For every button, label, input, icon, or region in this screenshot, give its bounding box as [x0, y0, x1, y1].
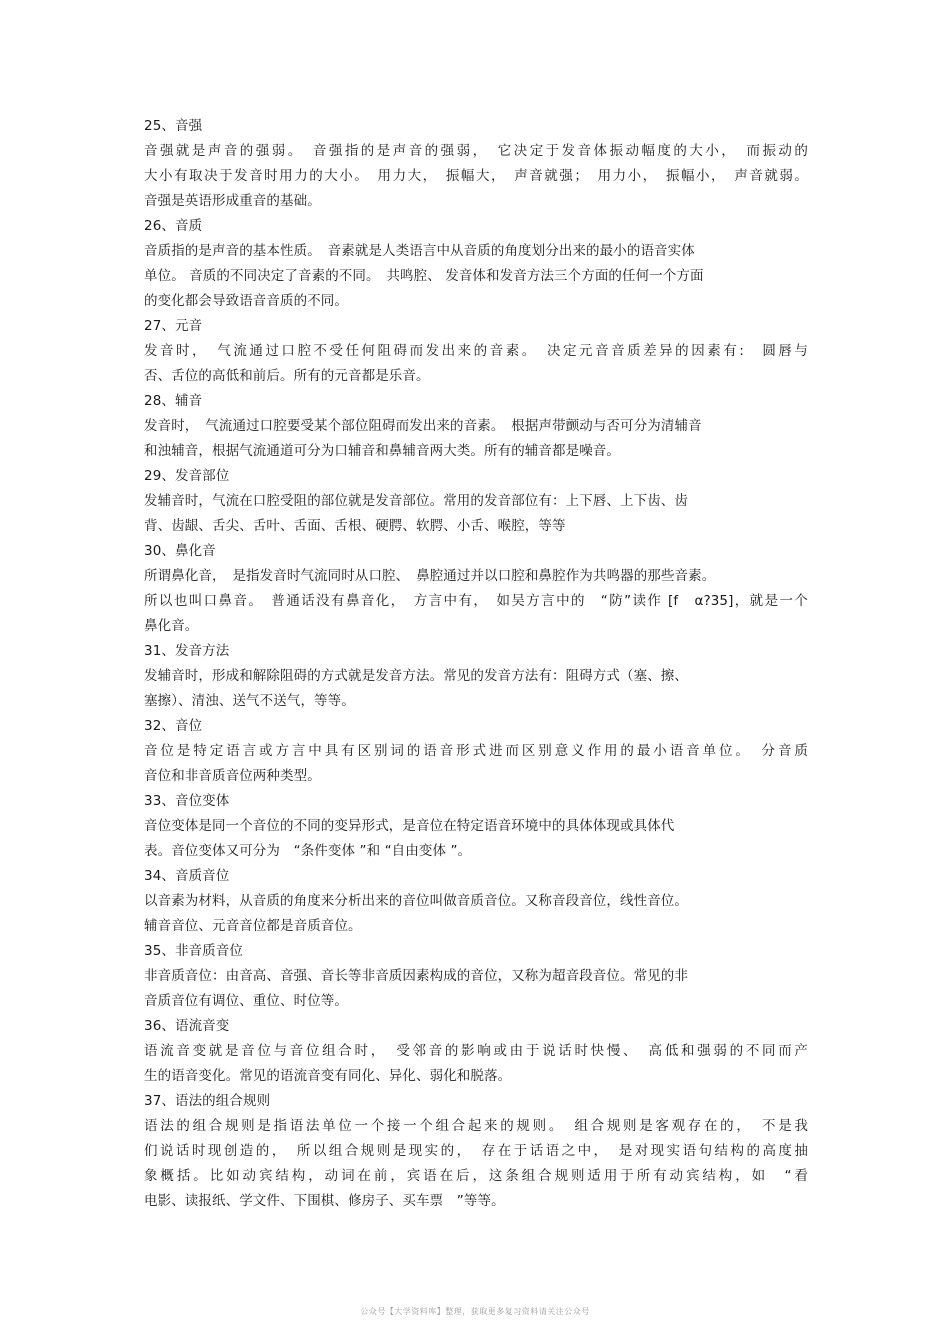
- section-heading: 31、发音方法: [144, 643, 230, 659]
- section-heading: 33、音位变体: [144, 793, 230, 809]
- section-heading: 36、语流音变: [144, 1018, 230, 1034]
- paragraph-line: 语流音变就是音位与音位组合时， 受邻音的影响或由于说话时快慢、 高低和强弱的不同而产: [144, 1043, 808, 1059]
- page-footer: 公众号【大学资料库】整理，获取更多复习资料请关注公众号: [360, 1307, 590, 1316]
- paragraph-line: 以音素为材料，从音质的角度来分析出来的音位叫做音质音位。又称音段音位，线性音位。: [144, 893, 688, 909]
- paragraph-line: 音强是英语形成重音的基础。: [144, 193, 321, 209]
- section-heading: 25、音强: [144, 118, 203, 134]
- paragraph-line: 发音时， 气流通过口腔要受某个部位阻碍而发出来的音素。 根据声带颤动与否可分为清辅音: [144, 418, 702, 434]
- paragraph-line: 音位是特定语言或方言中具有区别词的语音形式进而区别意义作用的最小语音单位。 分音质: [144, 743, 808, 759]
- paragraph-line: 象概括。比如动宾结构，动词在前，宾语在后，这条组合规则适用于所有动宾结构，如 “看: [144, 1168, 808, 1184]
- section-heading: 28、辅音: [144, 393, 203, 409]
- paragraph-line: 辅音音位、元音音位都是音质音位。: [144, 918, 362, 934]
- section-heading: 26、音质: [144, 218, 203, 234]
- paragraph-line: 的变化都会导致语音音质的不同。: [144, 293, 348, 309]
- paragraph-line: 大小有取决于发音时用力的大小。 用力大， 振幅大， 声音就强； 用力小， 振幅小， 声音就弱。: [144, 168, 808, 184]
- paragraph-line: 发辅音时，形成和解除阻碍的方式就是发音方法。常见的发音方法有：阻碍方式（塞、擦、: [144, 668, 688, 684]
- section-heading: 30、鼻化音: [144, 543, 216, 559]
- section-heading: 27、元音: [144, 318, 203, 334]
- paragraph-line: 否、舌位的高低和前后。所有的元音都是乐音。: [144, 368, 430, 384]
- paragraph-line: 塞擦）、清浊、送气不送气，等等。: [144, 693, 355, 709]
- paragraph-line: 音位和非音质音位两种类型。: [144, 768, 321, 784]
- paragraph-line: 背、齿龈、舌尖、舌叶、舌面、舌根、硬腭、软腭、小舌、喉腔，等等: [144, 518, 566, 534]
- section-heading: 34、音质音位: [144, 868, 230, 884]
- paragraph-line: 单位。 音质的不同决定了音素的不同。 共鸣腔、 发音体和发音方法三个方面的任何一个方面: [144, 268, 704, 284]
- paragraph-line: 所谓鼻化音， 是指发音时气流同时从口腔、 鼻腔通过并以口腔和鼻腔作为共鸣器的那些音素。: [144, 568, 716, 584]
- paragraph-line: 鼻化音。: [144, 618, 199, 634]
- paragraph-line: 表。音位变体又可分为 “条件变体 ”和 “自由变体 ”。: [144, 843, 472, 859]
- paragraph-line: 音强就是声音的强弱。 音强指的是声音的强弱， 它决定于发音体振动幅度的大小， 而振动的: [144, 143, 808, 159]
- paragraph-line: 电影、读报纸、学文件、下围棋、修房子、买车票 ”等等。: [144, 1193, 505, 1209]
- paragraph-line: 和浊辅音，根据气流通道可分为口辅音和鼻辅音两大类。所有的辅音都是噪音。: [144, 443, 620, 459]
- paragraph-line: 发音时， 气流通过口腔不受任何阻碍而发出来的音素。 决定元音音质差异的因素有: 圆唇与: [144, 343, 808, 359]
- paragraph-line: 发辅音时，气流在口腔受阻的部位就是发音部位。常用的发音部位有：上下唇、上下齿、齿: [144, 493, 688, 509]
- section-heading: 35、非音质音位: [144, 943, 243, 959]
- paragraph-line: 音位变体是同一个音位的不同的变异形式，是音位在特定语音环境中的具体体现或具体代: [144, 818, 675, 834]
- document-body: [144, 114, 808, 1214]
- paragraph-line: 们说话时现创造的， 所以组合规则是现实的， 存在于话语之中， 是对现实语句结构的高度抽: [144, 1143, 808, 1159]
- section-heading: 37、语法的组合规则: [144, 1093, 271, 1109]
- paragraph-line: 语法的组合规则是指语法单位一个接一个组合起来的规则。 组合规则是客观存在的， 不是我: [144, 1118, 808, 1134]
- paragraph-line: 音质音位有调位、重位、时位等。: [144, 993, 348, 1009]
- paragraph-line: 生的语音变化。常见的语流音变有同化、异化、弱化和脱落。: [144, 1068, 512, 1084]
- section-heading: 29、发音部位: [144, 468, 230, 484]
- paragraph-line: 非音质音位：由音高、音强、音长等非音质因素构成的音位，又称为超音段音位。常见的非: [144, 968, 688, 984]
- paragraph-line: 音质指的是声音的基本性质。 音素就是人类语言中从音质的角度划分出来的最小的语音实体: [144, 243, 695, 259]
- paragraph-line: 所以也叫口鼻音。 普通话没有鼻音化， 方言中有， 如吴方言中的 “防”读作 [f α?35]，就是一个: [144, 593, 808, 609]
- section-heading: 32、音位: [144, 718, 203, 734]
